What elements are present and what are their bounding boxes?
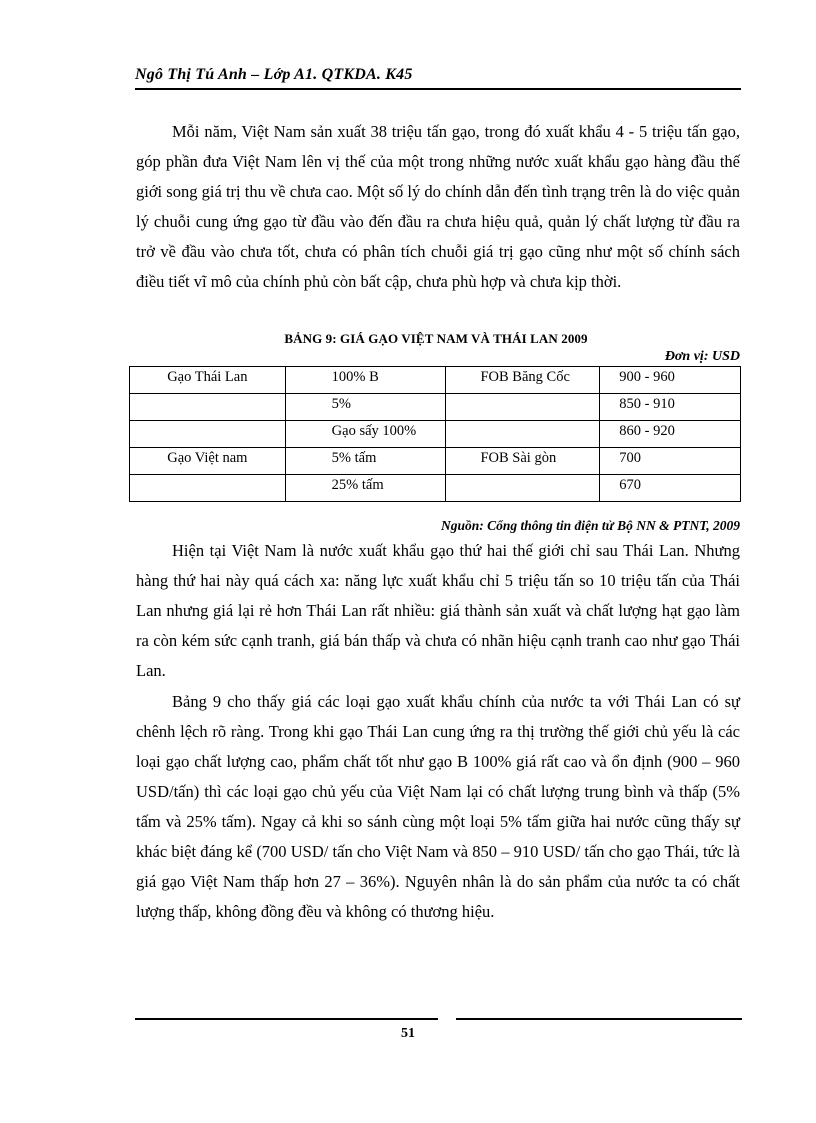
page-number: 51 xyxy=(401,1026,415,1041)
table-cell xyxy=(130,475,286,502)
table-cell: 5% tấm xyxy=(285,448,446,475)
table-cell: FOB Băng Cốc xyxy=(446,367,600,394)
footer-rule-right xyxy=(456,1018,742,1020)
table-cell: 100% B xyxy=(285,367,446,394)
table-cell: Gạo Thái Lan xyxy=(130,367,286,394)
table-cell: Gạo sấy 100% xyxy=(285,421,446,448)
table-cell xyxy=(446,421,600,448)
table-unit: Đơn vị: USD xyxy=(664,349,740,364)
table-cell: Gạo Việt nam xyxy=(130,448,286,475)
table-cell: 670 xyxy=(600,475,741,502)
paragraph-1-text: Mỗi năm, Việt Nam sản xuất 38 triệu tấn gạo, trong đó xuất khẩu 4 - 5 triệu tấn gạo, góp phần đưa Việt Nam lên vị thế của một trong những nước xuất khẩu gạo hàng đầu thế giới song giá trị thu về chưa cao. Một số lý do chính dẫn đến tình trạng trên là do việc quản lý chuỗi cung ứng gạo từ đầu vào đến đầu ra chưa hiệu quả, quản lý chất lượng từ đầu ra trở về đầu vào chưa tốt, chưa có phân tích chuỗi giá trị gạo cũng như một số chính sách điều tiết vĩ mô của chính phủ còn bất cập, chưa phù hợp và chưa kịp thời. xyxy=(136,122,740,291)
paragraph-2 xyxy=(136,536,740,686)
price-table xyxy=(129,366,741,502)
table-cell xyxy=(130,394,286,421)
table-row xyxy=(130,421,741,448)
table-row xyxy=(130,475,741,502)
paragraph-2-text: Hiện tại Việt Nam là nước xuất khẩu gạo thứ hai thế giới chỉ sau Thái Lan. Nhưng hàng thứ hai này quá cách xa: năng lực xuất khẩu chỉ 5 triệu tấn so 10 triệu tấn của Thái Lan nhưng giá lại rẻ hơn Thái Lan rất nhiều: giá thành sản xuất và chất lượng hạt gạo làm ra còn kém sức cạnh tranh, giá bán thấp và chưa có nhãn hiệu cạnh tranh cao như gạo Thái Lan. xyxy=(136,541,740,680)
paragraph-3-text: Bảng 9 cho thấy giá các loại gạo xuất khẩu chính của nước ta với Thái Lan có sự chênh lệch rõ ràng. Trong khi gạo Thái Lan cung ứng ra thị trường thế giới chủ yếu là các loại gạo chất lượng cao, phẩm chất tốt như gạo B 100% giá rất cao và ổn định (900 – 960 USD/tấn) thì các loại gạo chủ yếu của Việt Nam lại có chất lượng trung bình và thấp (5% tấm và 25% tấm). Ngay cả khi so sánh cùng một loại 5% tấm giữa hai nước cũng thấy sự khác biệt đáng kể (700 USD/ tấn cho Việt Nam và 850 – 910 USD/ tấn cho gạo Thái, tức là giá gạo Việt Nam thấp hơn 27 – 36%). Nguyên nhân là do sản phẩm của nước ta có chất lượng thấp, không đồng đều và không có thương hiệu. xyxy=(136,692,740,921)
table-source: Nguồn: Cổng thông tin điện tử Bộ NN & PTNT, 2009 xyxy=(440,518,740,533)
table-row xyxy=(130,367,741,394)
table-cell: 700 xyxy=(600,448,741,475)
table-row xyxy=(130,448,741,475)
table-row xyxy=(130,394,741,421)
table-cell: 860 - 920 xyxy=(600,421,741,448)
table-cell xyxy=(446,475,600,502)
table-cell: 850 - 910 xyxy=(600,394,741,421)
running-header: Ngô Thị Tú Anh – Lớp A1. QTKDA. K45 xyxy=(135,66,413,83)
table-cell: 25% tấm xyxy=(285,475,446,502)
footer-rule-left xyxy=(135,1018,438,1020)
paragraph-1 xyxy=(136,117,740,297)
table-cell: FOB Sài gòn xyxy=(446,448,600,475)
header-rule xyxy=(135,88,741,90)
table-cell: 900 - 960 xyxy=(600,367,741,394)
table-title: BẢNG 9: GIÁ GẠO VIỆT NAM VÀ THÁI LAN 2009 xyxy=(284,331,588,346)
table-cell: 5% xyxy=(285,394,446,421)
paragraph-3 xyxy=(136,687,740,927)
table-cell xyxy=(130,421,286,448)
table-cell xyxy=(446,394,600,421)
